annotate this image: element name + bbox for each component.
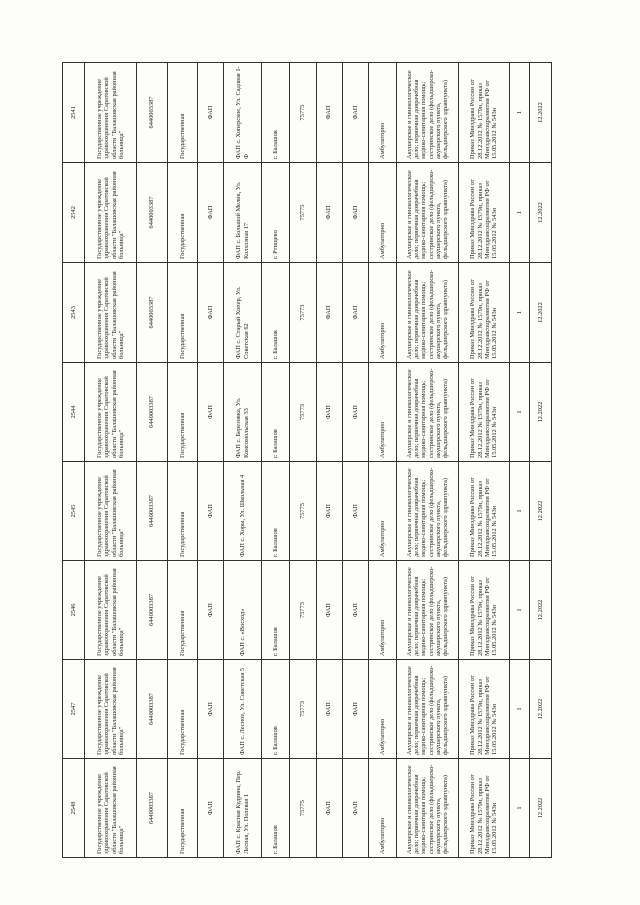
table-row-type [197, 63, 223, 858]
cell-kind2: ФАП [342, 163, 368, 263]
cell-code: 75775 [290, 63, 316, 163]
cell-org: Государственное учреждение здравоохранения Саратовской области "Балашовская районная больница" [85, 363, 137, 462]
cell-code: 75773 [290, 561, 316, 660]
cell-org: Государственное учреждение здравоохранения Саратовской области "Балашовская районная больница" [85, 462, 137, 561]
cell-activity: Акушерское и гинекологическое дело; первичная доврачебная медико-санитарная помощь; сестринское дело (фельдшерско-акушерского пункта, фельдшерского здравпункта) [396, 63, 458, 163]
cell-activity: Акушерское и гинекологическое дело; первичная доврачебная медико-санитарная помощь; сестринское дело (фельдшерско-акушерского пункта, фельдшерского здравпункта) [396, 759, 458, 858]
cell-address: ФАП с. Хоры, Ул. Школьная 4 [223, 462, 261, 561]
cell-kind1: ФАП [316, 561, 342, 660]
cell-type: ФАП [197, 163, 223, 263]
cell-activity: Акушерское и гинекологическое дело; первичная доврачебная медико-санитарная помощь; сестринское дело (фельдшерско-акушерского пункта, фельдшерского здравпункта) [396, 263, 458, 363]
cell-address: ФАП с. Лесное, Ул. Советская 5 [223, 660, 261, 759]
table-row-doc [459, 63, 509, 858]
cell-doc: Приказ Минздрава России от 28.12.2012 № 1579н, приказ Минздравсоцразвития РФ от 15.05.2012 № 543н [459, 163, 509, 263]
cell-number: 2546 [63, 561, 85, 660]
cell-ownership: Государственная [167, 263, 197, 363]
cell-org: Государственное учреждение здравоохранения Саратовской области "Балашовская районная больница" [85, 263, 137, 363]
cell-care: Амбулаторно [368, 363, 396, 462]
cell-org: Государственное учреждение здравоохранения Саратовской области "Балашовская районная больница" [85, 561, 137, 660]
table-row-number [63, 63, 85, 858]
cell-date: 12.2022 [529, 462, 551, 561]
cell-date: 12.2022 [529, 363, 551, 462]
cell-doc: Приказ Минздрава России от 28.12.2012 № 1579н, приказ Минздравсоцразвития РФ от 15.05.2012 № 543н [459, 759, 509, 858]
cell-code: 75775 [290, 759, 316, 858]
cell-org: Государственное учреждение здравоохранения Саратовской области "Балашовская районная больница" [85, 660, 137, 759]
cell-doc: Приказ Минздрава России от 28.12.2012 № 1579н, приказ Минздравсоцразвития РФ от 15.05.2012 № 543н [459, 263, 509, 363]
cell-ownership: Государственная [167, 561, 197, 660]
cell-address: ФАП с. Красная Кудрина, Пер. Лесная, Ул. Полевая 1 [223, 759, 261, 858]
cell-number: 2545 [63, 462, 85, 561]
cell-code: 75773 [290, 363, 316, 462]
table-row-date [529, 63, 551, 858]
table-row-locality [262, 63, 290, 858]
facility-table [62, 62, 552, 858]
cell-care: Амбулаторно [368, 163, 396, 263]
table-row-ownership [167, 63, 197, 858]
cell-kind2: ФАП [342, 660, 368, 759]
cell-kind1: ФАП [316, 63, 342, 163]
cell-kind1: ФАП [316, 163, 342, 263]
cell-code: 75775 [290, 462, 316, 561]
cell-kind1: ФАП [316, 759, 342, 858]
cell-locality: г. Балашов [262, 63, 290, 163]
cell-type: ФАП [197, 462, 223, 561]
cell-ogrn: 6440003387 [137, 462, 167, 561]
cell-kind2: ФАП [342, 363, 368, 462]
cell-number: 2548 [63, 759, 85, 858]
cell-doc: Приказ Минздрава России от 28.12.2012 № 1579н, приказ Минздравсоцразвития РФ от 15.05.2012 № 543н [459, 660, 509, 759]
cell-care: Амбулаторно [368, 759, 396, 858]
cell-kind1: ФАП [316, 363, 342, 462]
cell-type: ФАП [197, 63, 223, 163]
table-row-kind2 [342, 63, 368, 858]
cell-address: ФАП с. Хоперское, Ул. Садовая 1-Ф [223, 63, 261, 163]
cell-care: Амбулаторно [368, 462, 396, 561]
cell-org: Государственное учреждение здравоохранения Саратовской области "Балашовская районная больница" [85, 63, 137, 163]
table-row-count [509, 63, 529, 858]
cell-code: 75773 [290, 263, 316, 363]
cell-date: 12.2022 [529, 263, 551, 363]
cell-activity: Акушерское и гинекологическое дело; первичная доврачебная медико-санитарная помощь; сестринское дело (фельдшерско-акушерского пункта, фельдшерского здравпункта) [396, 660, 458, 759]
cell-ownership: Государственная [167, 462, 197, 561]
cell-address: ФАП с. Большой Мелик, Ул. Колхозная 17 [223, 163, 261, 263]
table-row-org [85, 63, 137, 858]
cell-count: 1 [509, 561, 529, 660]
cell-care: Амбулаторно [368, 263, 396, 363]
cell-kind2: ФАП [342, 561, 368, 660]
cell-locality: г. Балашов [262, 660, 290, 759]
cell-code: 75775 [290, 163, 316, 263]
cell-number: 2544 [63, 363, 85, 462]
cell-kind1: ФАП [316, 263, 342, 363]
cell-ownership: Государственная [167, 660, 197, 759]
cell-count: 1 [509, 163, 529, 263]
cell-ownership: Государственная [167, 163, 197, 263]
cell-number: 2543 [63, 263, 85, 363]
cell-ogrn: 6440003387 [137, 660, 167, 759]
cell-kind1: ФАП [316, 462, 342, 561]
table-row-kind1 [316, 63, 342, 858]
cell-doc: Приказ Минздрава России от 28.12.2012 № 1579н, приказ Минздравсоцразвития РФ от 15.05.2012 № 543н [459, 63, 509, 163]
cell-number: 2542 [63, 163, 85, 263]
cell-doc: Приказ Минздрава России от 28.12.2012 № 1579н, приказ Минздравсоцразвития РФ от 15.05.2012 № 543н [459, 462, 509, 561]
cell-locality: г. Балашов [262, 363, 290, 462]
cell-locality: г. Балашов [262, 561, 290, 660]
table-row-ogrn [137, 63, 167, 858]
cell-ogrn: 6440003387 [137, 759, 167, 858]
cell-address: ФАП с. «Восход» [223, 561, 261, 660]
cell-locality: г. Балашов [262, 263, 290, 363]
cell-ogrn: 6440003387 [137, 163, 167, 263]
cell-doc: Приказ Минздрава России от 28.12.2012 № 1579н, приказ Минздравсоцразвития РФ от 15.05.2012 № 543н [459, 561, 509, 660]
cell-activity: Акушерское и гинекологическое дело; первичная доврачебная медико-санитарная помощь; сестринское дело (фельдшерско-акушерского пункта, фельдшерского здравпункта) [396, 163, 458, 263]
table-row-activity [396, 63, 458, 858]
cell-count: 1 [509, 660, 529, 759]
cell-type: ФАП [197, 660, 223, 759]
cell-date: 12.2022 [529, 660, 551, 759]
cell-ownership: Государственная [167, 759, 197, 858]
cell-kind2: ФАП [342, 759, 368, 858]
cell-activity: Акушерское и гинекологическое дело; первичная доврачебная медико-санитарная помощь; сестринское дело (фельдшерско-акушерского пункта, фельдшерского здравпункта) [396, 561, 458, 660]
cell-kind2: ФАП [342, 263, 368, 363]
cell-care: Амбулаторно [368, 63, 396, 163]
rotated-table-container [62, 63, 552, 858]
cell-ogrn: 6440003387 [137, 561, 167, 660]
cell-type: ФАП [197, 561, 223, 660]
cell-date: 12.2022 [529, 63, 551, 163]
cell-address: ФАП с. Старый Хопер, Ул. Советская 62 [223, 263, 261, 363]
table-row-code [290, 63, 316, 858]
cell-ownership: Государственная [167, 63, 197, 163]
cell-date: 12.2022 [529, 163, 551, 263]
cell-ownership: Государственная [167, 363, 197, 462]
cell-org: Государственное учреждение здравоохранения Саратовской области "Балашовская районная больница" [85, 163, 137, 263]
cell-code: 75773 [290, 660, 316, 759]
cell-date: 12.2022 [529, 759, 551, 858]
cell-org: Государственное учреждение здравоохранения Саратовской области "Балашовская районная больница" [85, 759, 137, 858]
cell-type: ФАП [197, 263, 223, 363]
cell-care: Амбулаторно [368, 561, 396, 660]
cell-address: ФАП с. Березовка, Ул. Комсомольская 33 [223, 363, 261, 462]
table-body [63, 63, 552, 858]
cell-count: 1 [509, 263, 529, 363]
cell-type: ФАП [197, 363, 223, 462]
cell-count: 1 [509, 759, 529, 858]
cell-kind1: ФАП [316, 660, 342, 759]
cell-locality: г. Балашов [262, 759, 290, 858]
cell-activity: Акушерское и гинекологическое дело; первичная доврачебная медико-санитарная помощь; сестринское дело (фельдшерско-акушерского пункта, фельдшерского здравпункта) [396, 462, 458, 561]
cell-doc: Приказ Минздрава России от 28.12.2012 № 1579н, приказ Минздравсоцразвития РФ от 15.05.2012 № 543н [459, 363, 509, 462]
cell-ogrn: 6440003387 [137, 363, 167, 462]
cell-count: 1 [509, 462, 529, 561]
cell-care: Амбулаторно [368, 660, 396, 759]
cell-count: 1 [509, 63, 529, 163]
cell-activity: Акушерское и гинекологическое дело; первичная доврачебная медико-санитарная помощь; сестринское дело (фельдшерско-акушерского пункта, фельдшерского здравпункта) [396, 363, 458, 462]
cell-locality: г. Балашов [262, 462, 290, 561]
cell-locality: г. Ртищево [262, 163, 290, 263]
cell-kind2: ФАП [342, 462, 368, 561]
table-row-care [368, 63, 396, 858]
cell-number: 2541 [63, 63, 85, 163]
cell-number: 2547 [63, 660, 85, 759]
cell-ogrn: 6440003387 [137, 63, 167, 163]
cell-type: ФАП [197, 759, 223, 858]
cell-date: 12.2022 [529, 561, 551, 660]
cell-count: 1 [509, 363, 529, 462]
cell-ogrn: 6440003387 [137, 263, 167, 363]
table-row-address [223, 63, 261, 858]
cell-kind2: ФАП [342, 63, 368, 163]
